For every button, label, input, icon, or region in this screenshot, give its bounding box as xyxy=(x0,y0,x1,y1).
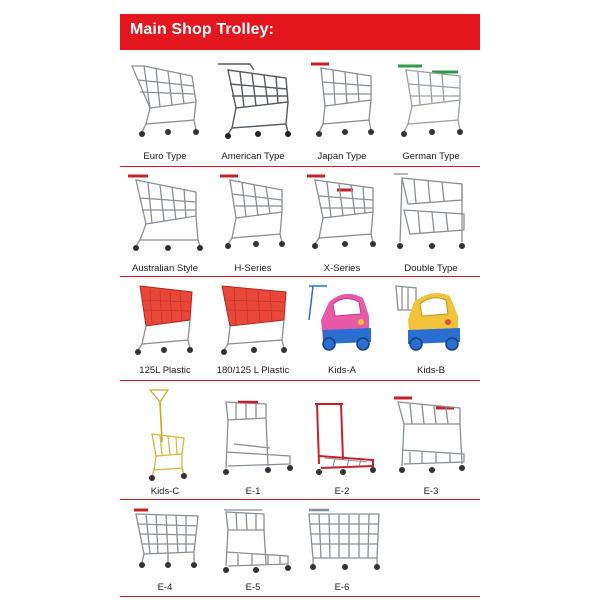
product-label: Kids-A xyxy=(328,365,356,376)
product-180-125l-plastic[interactable] xyxy=(208,280,298,376)
row-divider xyxy=(120,596,480,597)
row-divider xyxy=(120,380,480,381)
product-double-type[interactable] xyxy=(386,170,476,274)
japan-trolley-icon xyxy=(299,58,385,142)
double-trolley-icon xyxy=(388,170,474,254)
e4-cargo-trolley-icon xyxy=(122,504,208,578)
product-label: 180/125 L Plastic xyxy=(216,365,290,376)
product-e-4[interactable] xyxy=(120,504,210,593)
product-label: E-2 xyxy=(334,486,350,497)
product-label: H-Series xyxy=(234,263,272,274)
product-label: Kids-C xyxy=(150,486,180,497)
product-kids-c[interactable] xyxy=(120,386,210,497)
product-label: E-4 xyxy=(157,582,173,593)
product-label: E-5 xyxy=(245,582,261,593)
product-e-2[interactable] xyxy=(297,396,387,497)
product-japan-type[interactable] xyxy=(297,58,387,162)
product-german-type[interactable] xyxy=(386,58,476,162)
australian-trolley-icon xyxy=(122,170,208,254)
e5-cargo-trolley-icon xyxy=(210,504,296,578)
product-125l-plastic[interactable] xyxy=(120,280,210,376)
product-label: E-6 xyxy=(334,582,350,593)
product-e-3[interactable] xyxy=(386,392,476,497)
kids-b-car-trolley-icon xyxy=(388,280,474,360)
product-label: American Type xyxy=(221,151,285,162)
product-label: German Type xyxy=(402,151,460,162)
e1-cargo-trolley-icon xyxy=(210,396,296,482)
german-trolley-icon xyxy=(388,58,474,142)
product-label: 125L Plastic xyxy=(139,365,191,376)
x-series-trolley-icon xyxy=(299,170,385,254)
h-series-trolley-icon xyxy=(210,170,296,254)
product-e-1[interactable] xyxy=(208,396,298,497)
kids-a-car-trolley-icon xyxy=(299,280,385,360)
product-american-type[interactable] xyxy=(208,58,298,162)
kids-c-trolley-icon xyxy=(122,386,208,486)
row-divider xyxy=(120,276,480,277)
product-e-5[interactable] xyxy=(208,504,298,593)
american-trolley-icon xyxy=(210,58,296,142)
header-banner xyxy=(120,14,480,50)
product-kids-b[interactable] xyxy=(386,280,476,376)
product-x-series[interactable] xyxy=(297,170,387,274)
product-label: E-1 xyxy=(245,486,261,497)
page-title: Main Shop Trolley: xyxy=(130,21,275,38)
product-label: E-3 xyxy=(423,486,439,497)
product-label: Double Type xyxy=(404,263,458,274)
row-divider xyxy=(120,499,480,500)
product-label: Japan Type xyxy=(317,151,367,162)
product-euro-type[interactable] xyxy=(120,58,210,162)
product-e-6[interactable] xyxy=(297,504,387,593)
plastic-125l-trolley-icon xyxy=(122,280,208,360)
e6-cargo-trolley-icon xyxy=(299,504,385,578)
product-kids-a[interactable] xyxy=(297,280,387,376)
row-divider xyxy=(120,166,480,167)
product-label: Euro Type xyxy=(143,151,187,162)
product-label: Kids-B xyxy=(417,365,445,376)
e2-cargo-trolley-icon xyxy=(299,396,385,482)
e3-cargo-trolley-icon xyxy=(388,392,474,482)
plastic-180-trolley-icon xyxy=(210,280,296,360)
product-h-series[interactable] xyxy=(208,170,298,274)
product-label: Australian Style xyxy=(131,263,198,274)
product-australian-style[interactable] xyxy=(120,170,210,274)
euro-trolley-icon xyxy=(122,58,208,142)
product-label: X-Series xyxy=(323,263,361,274)
